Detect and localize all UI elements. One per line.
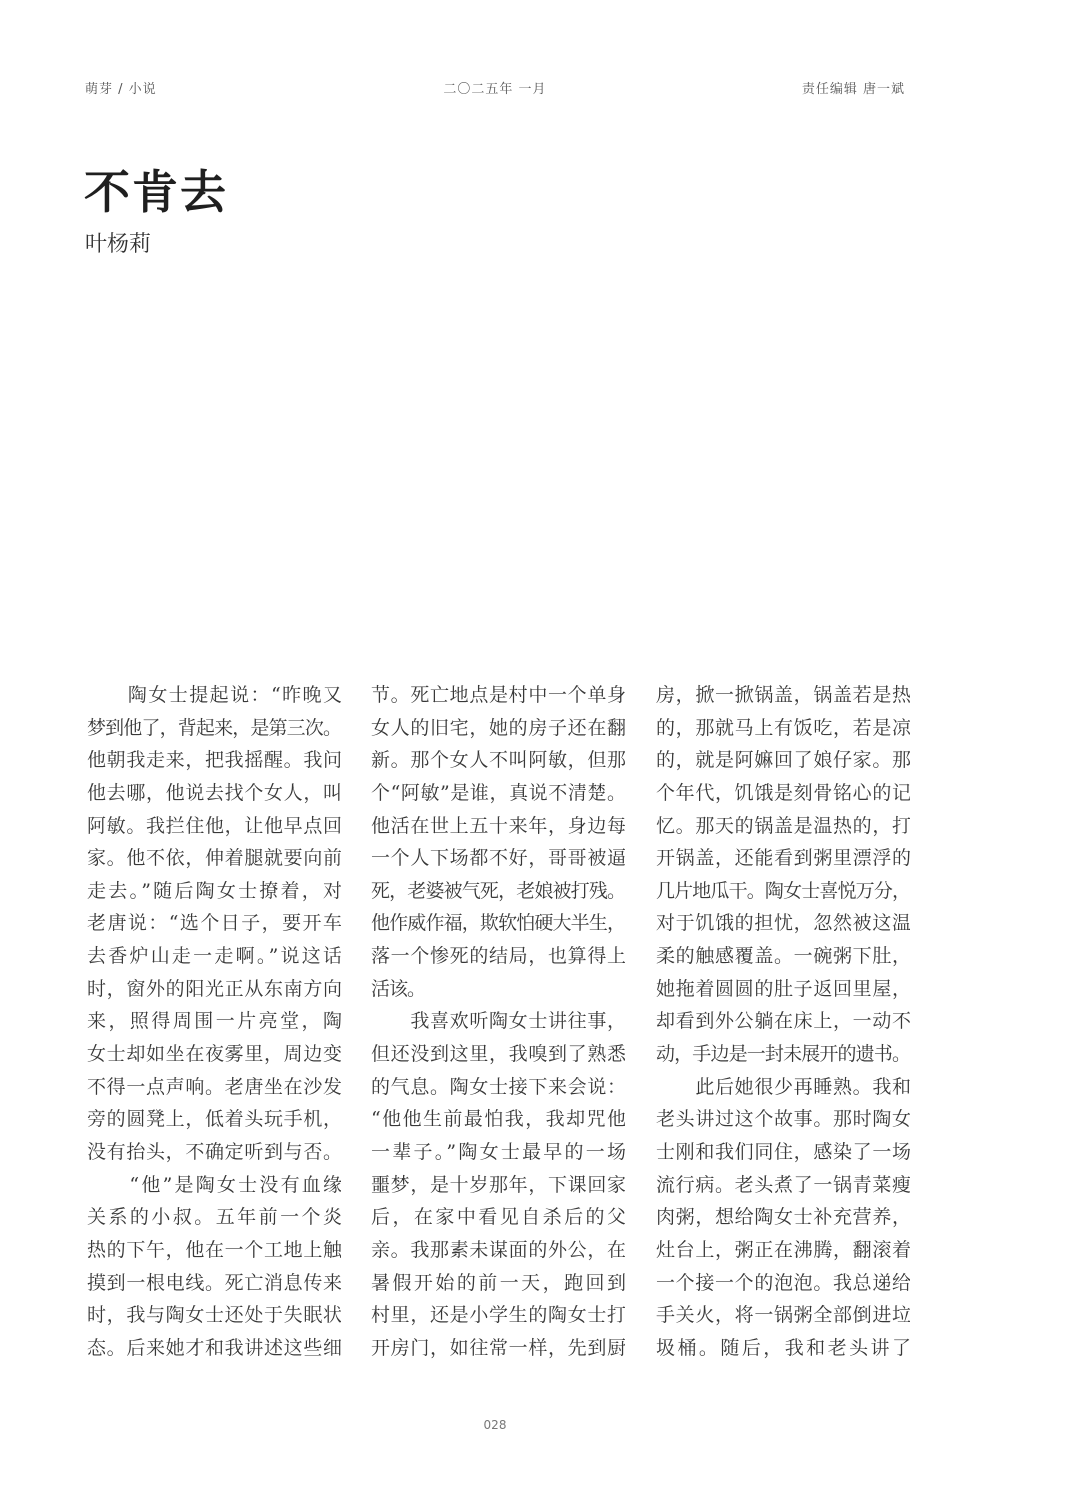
text-line: 态。后来她才和我讲述这些细 [87,1336,341,1359]
text-line: 手关火，将一锅粥全部倒进垃 [656,1304,910,1327]
issue-date: 二〇二五年 一月 [443,82,547,97]
text-line: 个年代，饥饿是刻骨铭心的记 [656,781,910,804]
text-line: 新。那个女人不叫阿敏，但那 [371,749,625,772]
text-line: 却看到外公躺在床上，一动不 [656,1010,910,1033]
text-line: 陶女士提起说：“昨晚又 [87,684,341,706]
text-line: 他朝我走来，把我摇醒。我问 [87,749,341,772]
text-line: 开房门，如往常一样，先到厨 [371,1336,625,1359]
text-line: 噩梦，是十岁那年，下课回家 [371,1173,625,1196]
text-column-1 [87,679,341,1364]
text-line: 后，在家中看见自杀后的父 [371,1206,625,1229]
text-line: 对于饥饿的担忧，忽然被这温 [656,912,910,935]
text-line: 阿敏。我拦住他，让他早点回 [87,814,341,837]
text-line: 个“阿敏”是谁，真说不清楚。 [371,781,625,804]
text-line: 的，那就马上有饭吃，若是凉 [656,716,910,739]
text-line: 老唐说：“选个日子，要开车 [87,912,341,935]
text-line: 时，窗外的阳光正从东南方向 [87,977,341,1000]
text-line: 但还没到这里，我嗅到了熟悉 [371,1043,625,1066]
text-line: 女人的旧宅，她的房子还在翻 [371,716,625,739]
text-line: 我喜欢听陶女士讲往事， [371,1010,625,1033]
text-line: 落一个惨死的结局，也算得上 [371,945,625,968]
text-line: 的，就是阿嫲回了娘仔家。那 [656,749,910,772]
text-line: 亲。我那素未谋面的外公，在 [371,1238,625,1261]
text-line: 此后她很少再睡熟。我和 [656,1075,910,1098]
text-line: 房，掀一掀锅盖，锅盖若是热 [656,684,910,706]
text-line: 她拖着圆圆的肚子返回里屋， [656,977,910,1000]
text-line: 活该。 [371,977,426,1000]
text-line: 关系的小叔。五年前一个炎 [87,1206,341,1229]
text-line: “他”是陶女士没有血缘 [87,1173,341,1196]
text-line: 旁的圆凳上，低着头玩手机， [87,1108,341,1131]
text-line: 士刚和我们同住，感染了一场 [656,1140,910,1163]
text-line: 来，照得周围一片亮堂，陶 [87,1010,341,1033]
text-line: 死，老婆被气死，老娘被打残。 [371,879,625,902]
text-line: 一辈子。”陶女士最早的一场 [371,1140,625,1163]
text-line: 没有抬头，不确定听到与否。 [87,1140,341,1163]
text-line: 老头讲过这个故事。那时陶女 [656,1108,910,1131]
text-line: 他作威作福，欺软怕硬大半生， [371,912,625,935]
text-line: 节。死亡地点是村中一个单身 [371,684,625,706]
text-line: 肉粥，想给陶女士补充营养， [656,1206,910,1229]
text-line: 走去。”随后陶女士撩着，对 [87,879,341,902]
article-title: 不肯去 [84,165,228,219]
text-column-2 [371,679,625,1364]
text-line: 女士却如坐在夜雾里，周边变 [87,1043,341,1066]
text-line: 柔的触感覆盖。一碗粥下肚， [656,945,910,968]
editor-credit: 责任编辑 唐一斌 [801,82,905,97]
text-line: 热的下午，他在一个工地上触 [87,1238,341,1261]
text-line: 梦到他了，背起来，是第三次。 [87,716,341,739]
text-line: 圾桶。随后，我和老头讲了 [656,1336,910,1359]
author-name: 叶杨莉 [85,232,152,257]
text-line: 流行病。老头煮了一锅青菜瘦 [656,1173,910,1196]
text-line: 忆。那天的锅盖是温热的，打 [656,814,910,837]
text-line: 去香炉山走一走啊。”说这话 [87,945,341,968]
text-line: 暑假开始的前一天，跑回到 [371,1271,625,1294]
text-line: 时，我与陶女士还处于失眠状 [87,1304,341,1327]
text-line: 一个人下场都不好，哥哥被逼 [371,847,625,870]
text-line: 几片地瓜干。陶女士喜悦万分， [656,879,910,902]
section-label: 萌芽 / 小说 [85,82,157,97]
text-line: 一个接一个的泡泡。我总递给 [656,1271,910,1294]
text-column-3 [656,679,910,1364]
text-line: 灶台上，粥正在沸腾，翻滚着 [656,1238,910,1261]
text-line: 村里，还是小学生的陶女士打 [371,1304,625,1327]
text-line: 他活在世上五十来年，身边每 [371,814,625,837]
text-line: 摸到一根电线。死亡消息传来 [87,1271,341,1294]
text-line: 动，手边是一封未展开的遗书。 [656,1043,910,1066]
text-line: 不得一点声响。老唐坐在沙发 [87,1075,341,1098]
text-line: 开锅盖，还能看到粥里漂浮的 [656,847,910,870]
text-line: 他去哪，他说去找个女人，叫 [87,781,341,804]
text-line: “他他生前最怕我，我却咒他 [371,1108,625,1131]
text-line: 家。他不依，伸着腿就要向前 [87,847,341,870]
page-number: 028 [483,1418,507,1432]
text-line: 的气息。陶女士接下来会说： [371,1075,625,1098]
